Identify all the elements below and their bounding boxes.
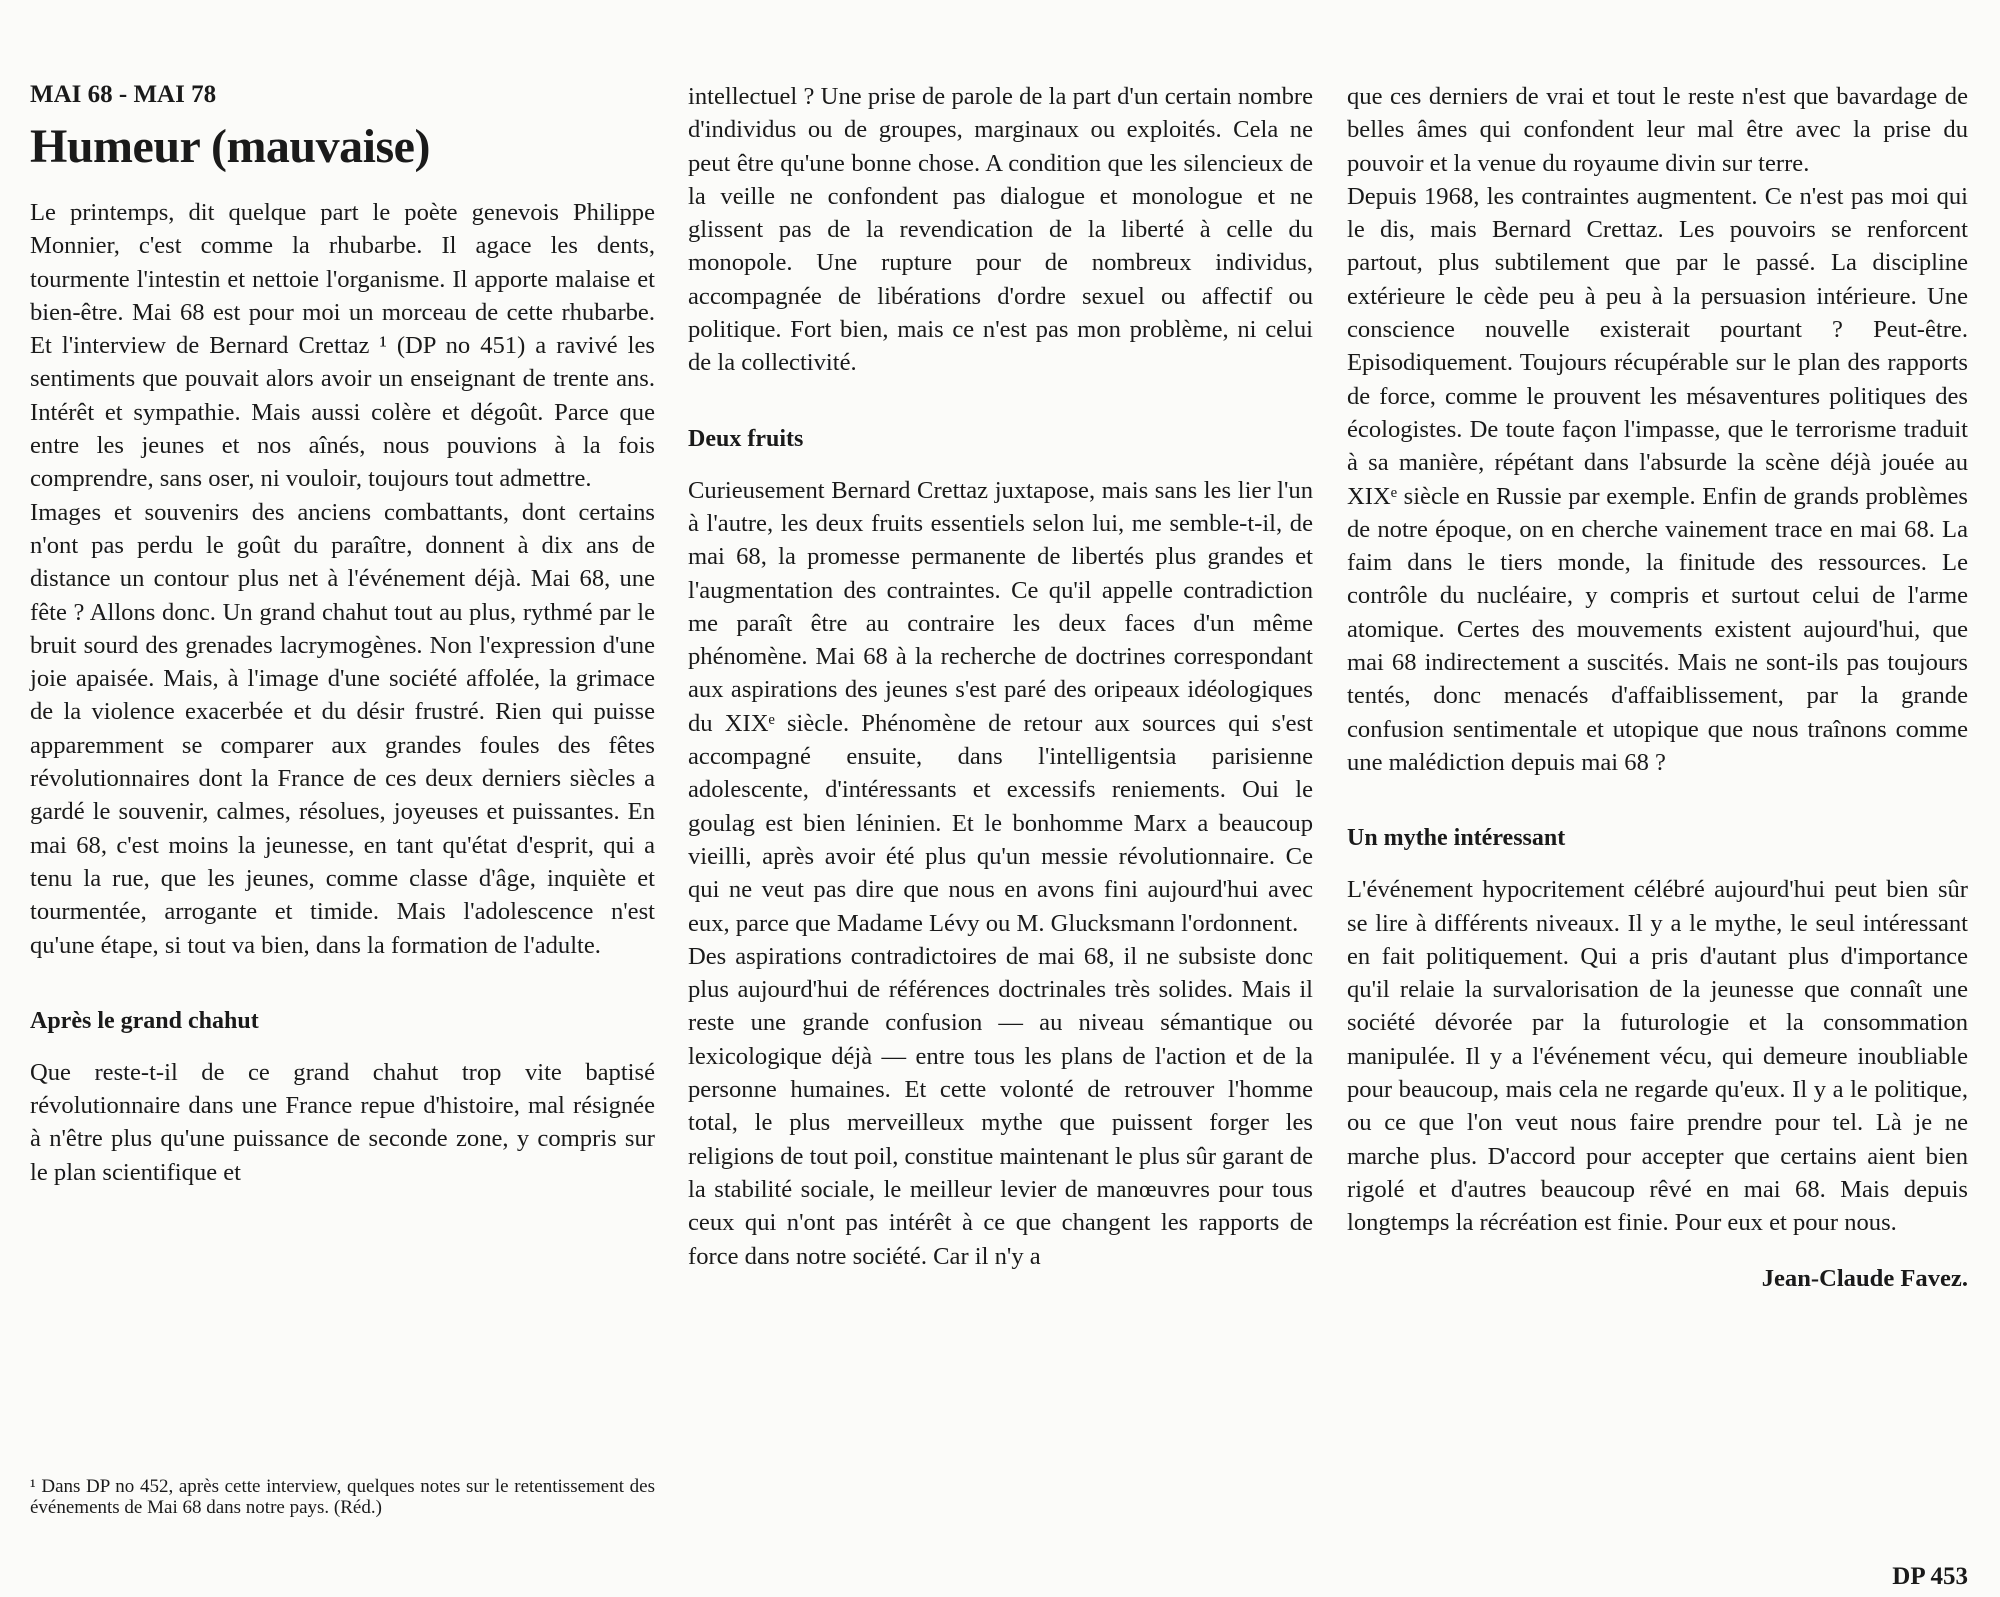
paragraph: Que reste-t-il de ce grand chahut trop vite baptisé révolutionnaire dans une France repue d'histoire, mal résignée à n'être plus qu'une puissance de seconde zone, y compris sur le plan scientifique et	[30, 1058, 655, 1186]
section-heading: Après le grand chahut	[30, 1007, 259, 1034]
section-heading: Deux fruits	[688, 425, 804, 452]
column-1	[30, 80, 655, 1189]
paragraph: que ces derniers de vrai et tout le reste n'est que bavardage de belles âmes qui confondent leur mal être avec la prise du pouvoir et la venue du royaume divin sur terre.	[1347, 83, 1968, 177]
column-3	[1347, 80, 1968, 1295]
section-heading: Un mythe intéressant	[1347, 825, 1566, 852]
paragraph: Des aspirations contradictoires de mai 68, il ne subsiste donc plus aujourd'hui de références doctrinales très solides. Mais il reste une grande confusion — au niveau sémantique ou lexicologique déjà — entre tous les plans de l'action et de la personne humaines. Et cette volonté de retrouver l'homme total, le plus merveilleux mythe que puissent forger les religions de tout poil, constitue maintenant le plus sûr garant de la stabilité sociale, le meilleur levier de manœuvres pour tous ceux qui n'ont pas intérêt à ce que changent les rapports de force dans notre société. Car il n'y a	[688, 942, 1313, 1270]
author-signature: Jean-Claude Favez.	[1761, 1264, 1968, 1292]
paragraph: intellectuel ? Une prise de parole de la part d'un certain nombre d'individus ou de groupes, marginaux ou exploités. Cela ne peut être qu'une bonne chose. A condition que les silencieux de la veille ne confondent pas dialogue et monologue et ne glissent pas de la revendication de la liberté à celle du monopole. Une rupture pour de nombreux individus, accompagnée de libérations d'ordre sexuel ou affectif ou politique. Fort bien, mais ce n'est pas mon problème, ni celui de la collectivité.	[688, 83, 1313, 377]
article-kicker: MAI 68 - MAI 78	[30, 81, 217, 108]
paragraph: Le printemps, dit quelque part le poète genevois Philippe Monnier, c'est comme la rhubarbe. Il agace les dents, tourmente l'intestin et nettoie l'organisme. Il apporte malaise et bien-être. Mai 68 est pour moi un morceau de cette rhubarbe. Et l'interview de Bernard Crettaz ¹ (DP no 451) a ravivé les sentiments que pouvait alors avoir un enseignant de trente ans. Intérêt et sympathie. Mais aussi colère et dégoût. Parce que entre les jeunes et nos aînés, nous pouvions à la fois comprendre, sans oser, ni vouloir, toujours tout admettre.	[30, 199, 655, 493]
paragraph: L'événement hypocritement célébré aujourd'hui peut bien sûr se lire à différents niveaux. Il y a le mythe, le seul intéressant en fait politiquement. Qui a pris d'autant plus d'importance qu'il relaie la survalorisation de la jeunesse que connaît une société dévorée par la futurologie et la consommation manipulée. Il y a l'événement vécu, qui demeure inoubliable pour beaucoup, mais cela ne regarde qu'eux. Il y a le politique, ou ce que l'on veut nous faire prendre pour tel. Là je ne marche plus. D'accord pour accepter que certains aient bien rigolé et d'autres beaucoup rêvé en mai 68. Mais depuis longtemps la récréation est finie. Pour eux et pour nous.	[1347, 876, 1968, 1237]
paragraph: Images et souvenirs des anciens combattants, dont certains n'ont pas perdu le goût du paraître, donnent à dix ans de distance un contour plus net à l'événement déjà. Mai 68, une fête ? Allons donc. Un grand chahut tout au plus, rythmé par le bruit sourd des grenades lacrymogènes. Non l'expression d'une joie apaisée. Mais, à l'image d'une société affolée, la grimace de la violence exacerbée et du désir frustré. Rien qui puisse apparemment se comparer aux grandes foules des fêtes révolutionnaires dont la France de ces deux derniers siècles a gardé le souvenir, calmes, résolues, joyeuses et puissantes. En mai 68, c'est moins la jeunesse, en tant qu'état d'esprit, qui a tenu la rue, que les jeunes, comme classe d'âge, inquiète et tourmentée, arrogante et timide. Mais l'adolescence n'est qu'une étape, si tout va bien, dans la formation de l'adulte.	[30, 498, 655, 959]
page-reference: DP 453	[1892, 1563, 1968, 1590]
paragraph: Curieusement Bernard Crettaz juxtapose, mais sans les lier l'un à l'autre, les deux fruits essentiels selon lui, me semble-t-il, de mai 68, la promesse permanente de libertés plus grandes et l'augmentation des contraintes. Ce qu'il appelle contradiction me paraît être au contraire les deux faces d'un même phénomène. Mai 68 à la recherche de doctrines correspondant aux aspirations des jeunes s'est paré des oripeaux idéologiques du XIXᵉ siècle. Phénomène de retour aux sources qui s'est accompagné ensuite, dans l'intelligentsia parisienne adolescente, d'intéressants et excessifs reniements. Oui le goulag est bien léninien. Et le bonhomme Marx a beaucoup vieilli, après avoir été plus qu'un messie révolutionnaire. Ce qui ne veut pas dire que nous en avons fini aujourd'hui avec eux, parce que Madame Lévy ou M. Glucksmann l'ordonnent.	[688, 476, 1313, 937]
article-title: Humeur (mauvaise)	[30, 120, 430, 173]
paragraph: Depuis 1968, les contraintes augmentent. Ce n'est pas moi qui le dis, mais Bernard Crettaz. Les pouvoirs se renforcent partout, plus subtilement que par le passé. La discipline extérieure le cède peu à peu à la persuasion intérieure. Une conscience nouvelle existerait pourtant ? Peut-être. Episodiquement. Toujours récupérable sur le plan des rapports de force, comme le prouvent les mésaventures politiques des écologistes. De toute façon l'impasse, que le terrorisme traduit à sa manière, répétant dans l'absurde la scène déjà jouée au XIXᵉ siècle en Russie par exemple. Enfin de grands problèmes de notre époque, on en cherche vainement trace en mai 68. La faim dans le tiers monde, la finitude des ressources. Le contrôle du nucléaire, y compris et surtout celui de l'arme atomique. Certes des mouvements existent aujourd'hui, que mai 68 indirectement a suscités. Mais ne sont-ils pas toujours tentés, donc menacés d'affaiblissement, par la grande confusion sentimentale et utopique que nous traînons comme une malédiction depuis mai 68 ?	[1347, 182, 1968, 776]
column-2	[688, 80, 1313, 1273]
footnote: ¹ Dans DP no 452, après cette interview, quelques notes sur le retentissement des événements de Mai 68 dans notre pays. (Réd.)	[30, 1476, 655, 1518]
